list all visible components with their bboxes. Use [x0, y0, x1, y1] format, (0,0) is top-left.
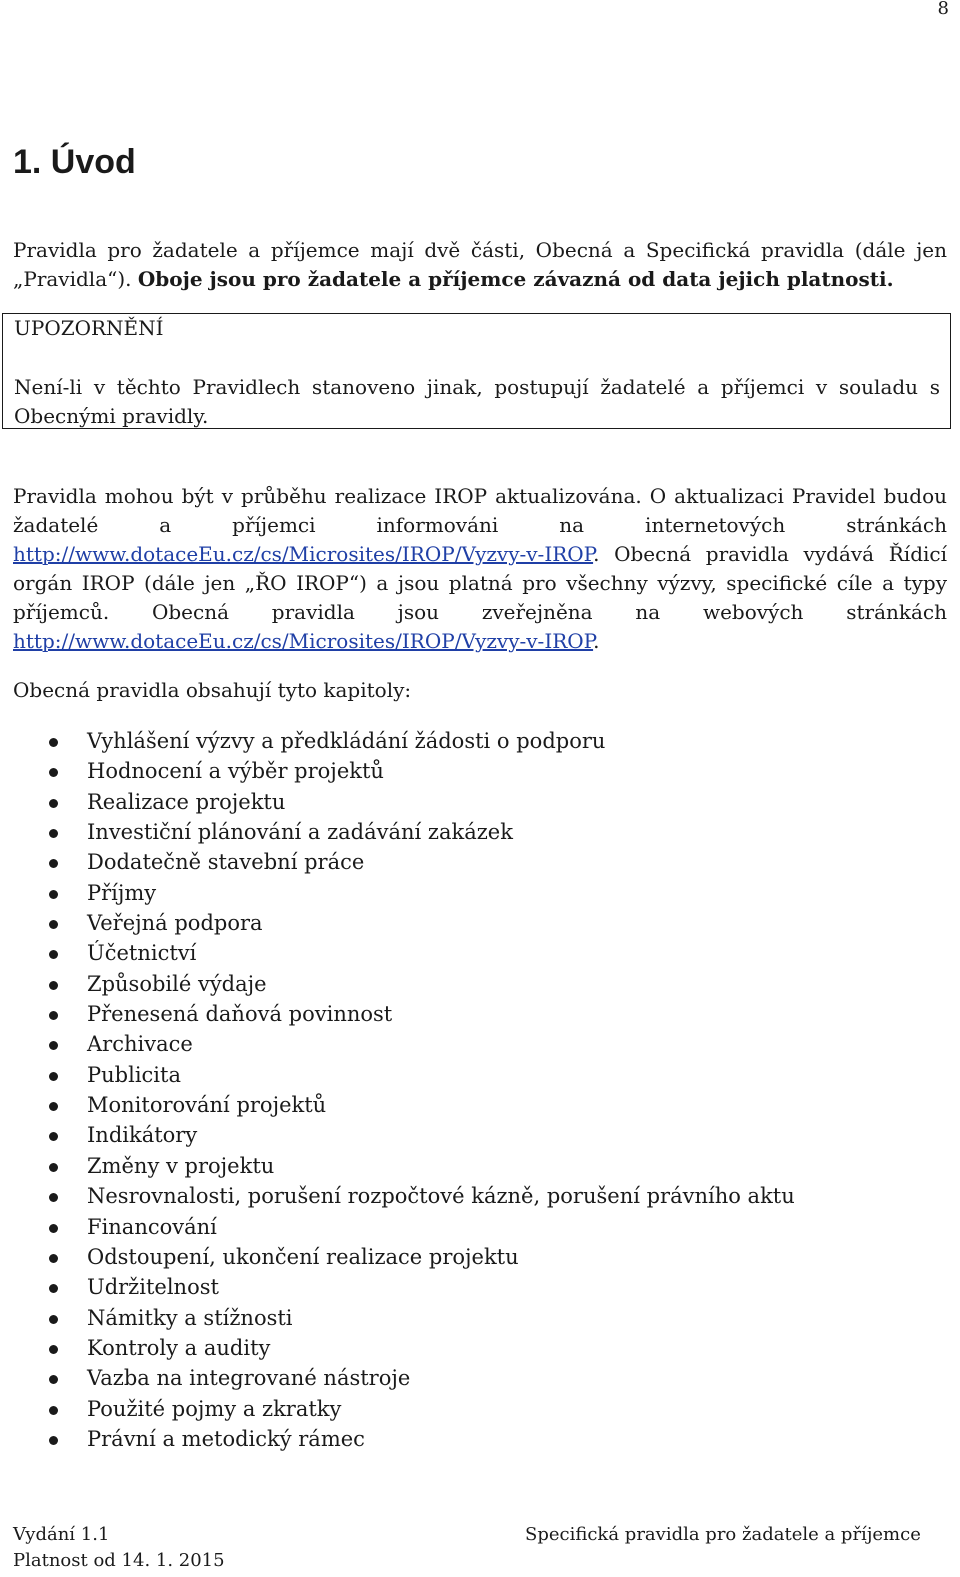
bullet-icon	[49, 1284, 58, 1293]
chapter-label: Použité pojmy a zkratky	[87, 1396, 342, 1421]
list-item	[0, 1242, 795, 1272]
chapter-label: Udržitelnost	[87, 1275, 219, 1300]
list-item	[0, 1060, 795, 1090]
bullet-icon	[49, 1102, 58, 1111]
list-item	[0, 1333, 795, 1363]
rules-text-1: Pravidla mohou být v průběhu realizace IROP aktualizována. O aktualizaci Pravidel budou žadatelé a příjemci informováni na internetových stránkách	[13, 484, 947, 537]
irop-calls-link-2[interactable]: http://www.dotaceEu.cz/cs/Microsites/IROP/Vyzvy-v-IROP	[13, 629, 594, 653]
list-item	[0, 726, 795, 756]
bullet-icon	[49, 1193, 58, 1202]
chapter-label: Příjmy	[87, 880, 157, 905]
chapter-label: Účetnictví	[87, 941, 197, 966]
bullet-icon	[49, 950, 58, 959]
bullet-icon	[49, 1406, 58, 1415]
notice-title: UPOZORNĚNÍ	[14, 316, 164, 340]
chapter-label: Publicita	[87, 1062, 181, 1087]
bullet-icon	[49, 1375, 58, 1384]
chapter-label: Způsobilé výdaje	[87, 971, 267, 996]
list-item	[0, 938, 795, 968]
intro-bold-text: Oboje jsou pro žadatele a příjemce závazná od data jejich platnosti.	[137, 267, 894, 291]
bullet-icon	[49, 859, 58, 868]
chapter-label: Realizace projektu	[87, 789, 286, 814]
bullet-icon	[49, 890, 58, 899]
chapter-label: Námitky a stížnosti	[87, 1305, 293, 1330]
bullet-icon	[49, 920, 58, 929]
rules-paragraph	[13, 482, 947, 656]
intro-text: Pravidla pro žadatele a příjemce mají dvě části, Obecná a Specifická pravidla (dále jen „Pravidla“).	[13, 238, 947, 291]
bullet-icon	[49, 1163, 58, 1172]
chapter-label: Indikátory	[87, 1123, 198, 1148]
list-item	[0, 847, 795, 877]
rules-text-2: . Obecná pravidla vydává Řídicí orgán IROP (dále jen „ŘO IROP“) a jsou platná pro všechny výzvy, specifické cíle a typy příjemců. Obecná pravidla jsou zveřejněna na webových stránkách	[13, 542, 947, 624]
list-item	[0, 787, 795, 817]
bullet-icon	[49, 738, 58, 747]
list-item	[0, 1120, 795, 1150]
list-item	[0, 817, 795, 847]
bullet-icon	[49, 1254, 58, 1263]
chapter-label: Financování	[87, 1214, 217, 1239]
chapter-label: Kontroly a audity	[87, 1335, 271, 1360]
bullet-icon	[49, 768, 58, 777]
bullet-icon	[49, 1041, 58, 1050]
list-item	[0, 1029, 795, 1059]
chapter-label: Právní a metodický rámec	[87, 1426, 365, 1451]
list-item	[0, 1151, 795, 1181]
bullet-icon	[49, 1345, 58, 1354]
footer-edition: Vydání 1.1	[13, 1524, 110, 1545]
list-item	[0, 1212, 795, 1242]
list-item	[0, 1394, 795, 1424]
bullet-icon	[49, 829, 58, 838]
chapter-label: Nesrovnalosti, porušení rozpočtové kázně, porušení právního aktu	[87, 1184, 795, 1209]
chapter-label: Monitorování projektů	[87, 1093, 327, 1118]
chapter-label: Vyhlášení výzvy a předkládání žádosti o podporu	[87, 729, 606, 753]
footer-document-title: Specifická pravidla pro žadatele a příjemce	[525, 1524, 921, 1545]
intro-paragraph	[13, 236, 947, 294]
notice-box	[2, 313, 951, 429]
chapter-label: Archivace	[87, 1032, 193, 1057]
bullet-icon	[49, 1315, 58, 1324]
rules-text-3: .	[593, 629, 600, 653]
chapter-label: Investiční plánování a zadávání zakázek	[87, 820, 513, 845]
chapters-intro: Obecná pravidla obsahují tyto kapitoly:	[13, 678, 412, 702]
bullet-icon	[49, 1072, 58, 1081]
footer-valid-from: Platnost od 14. 1. 2015	[13, 1550, 225, 1571]
list-item	[0, 999, 795, 1029]
list-item	[0, 908, 795, 938]
footer-left	[13, 1522, 225, 1574]
list-item	[0, 969, 795, 999]
bullet-icon	[49, 799, 58, 808]
list-item	[0, 1181, 795, 1211]
list-item	[0, 1303, 795, 1333]
bullet-icon	[49, 1224, 58, 1233]
list-item	[0, 1090, 795, 1120]
list-item	[0, 1363, 795, 1393]
notice-text: Není-li v těchto Pravidlech stanoveno jinak, postupují žadatelé a příjemci v souladu s Obecnými pravidly.	[14, 375, 940, 428]
chapter-label: Změny v projektu	[87, 1153, 275, 1178]
irop-calls-link-1[interactable]: http://www.dotaceEu.cz/cs/Microsites/IROP/Vyzvy-v-IROP	[13, 542, 594, 566]
chapter-label: Vazba na integrované nástroje	[87, 1366, 411, 1391]
list-item	[0, 1424, 795, 1454]
bullet-icon	[49, 1011, 58, 1020]
section-heading: 1. Úvod	[13, 143, 136, 181]
bullet-icon	[49, 1436, 58, 1445]
chapter-label: Přenesená daňová povinnost	[87, 1002, 393, 1027]
list-item	[0, 1272, 795, 1302]
chapter-label: Dodatečně stavební práce	[87, 850, 365, 875]
bullet-icon	[49, 1132, 58, 1141]
list-item	[0, 756, 795, 786]
list-item	[0, 878, 795, 908]
page-number: 8	[937, 0, 949, 19]
chapter-list	[0, 726, 795, 1454]
chapter-label: Veřejná podpora	[87, 911, 263, 936]
bullet-icon	[49, 981, 58, 990]
chapter-label: Odstoupení, ukončení realizace projektu	[87, 1244, 519, 1269]
chapter-label: Hodnocení a výběr projektů	[87, 759, 384, 784]
